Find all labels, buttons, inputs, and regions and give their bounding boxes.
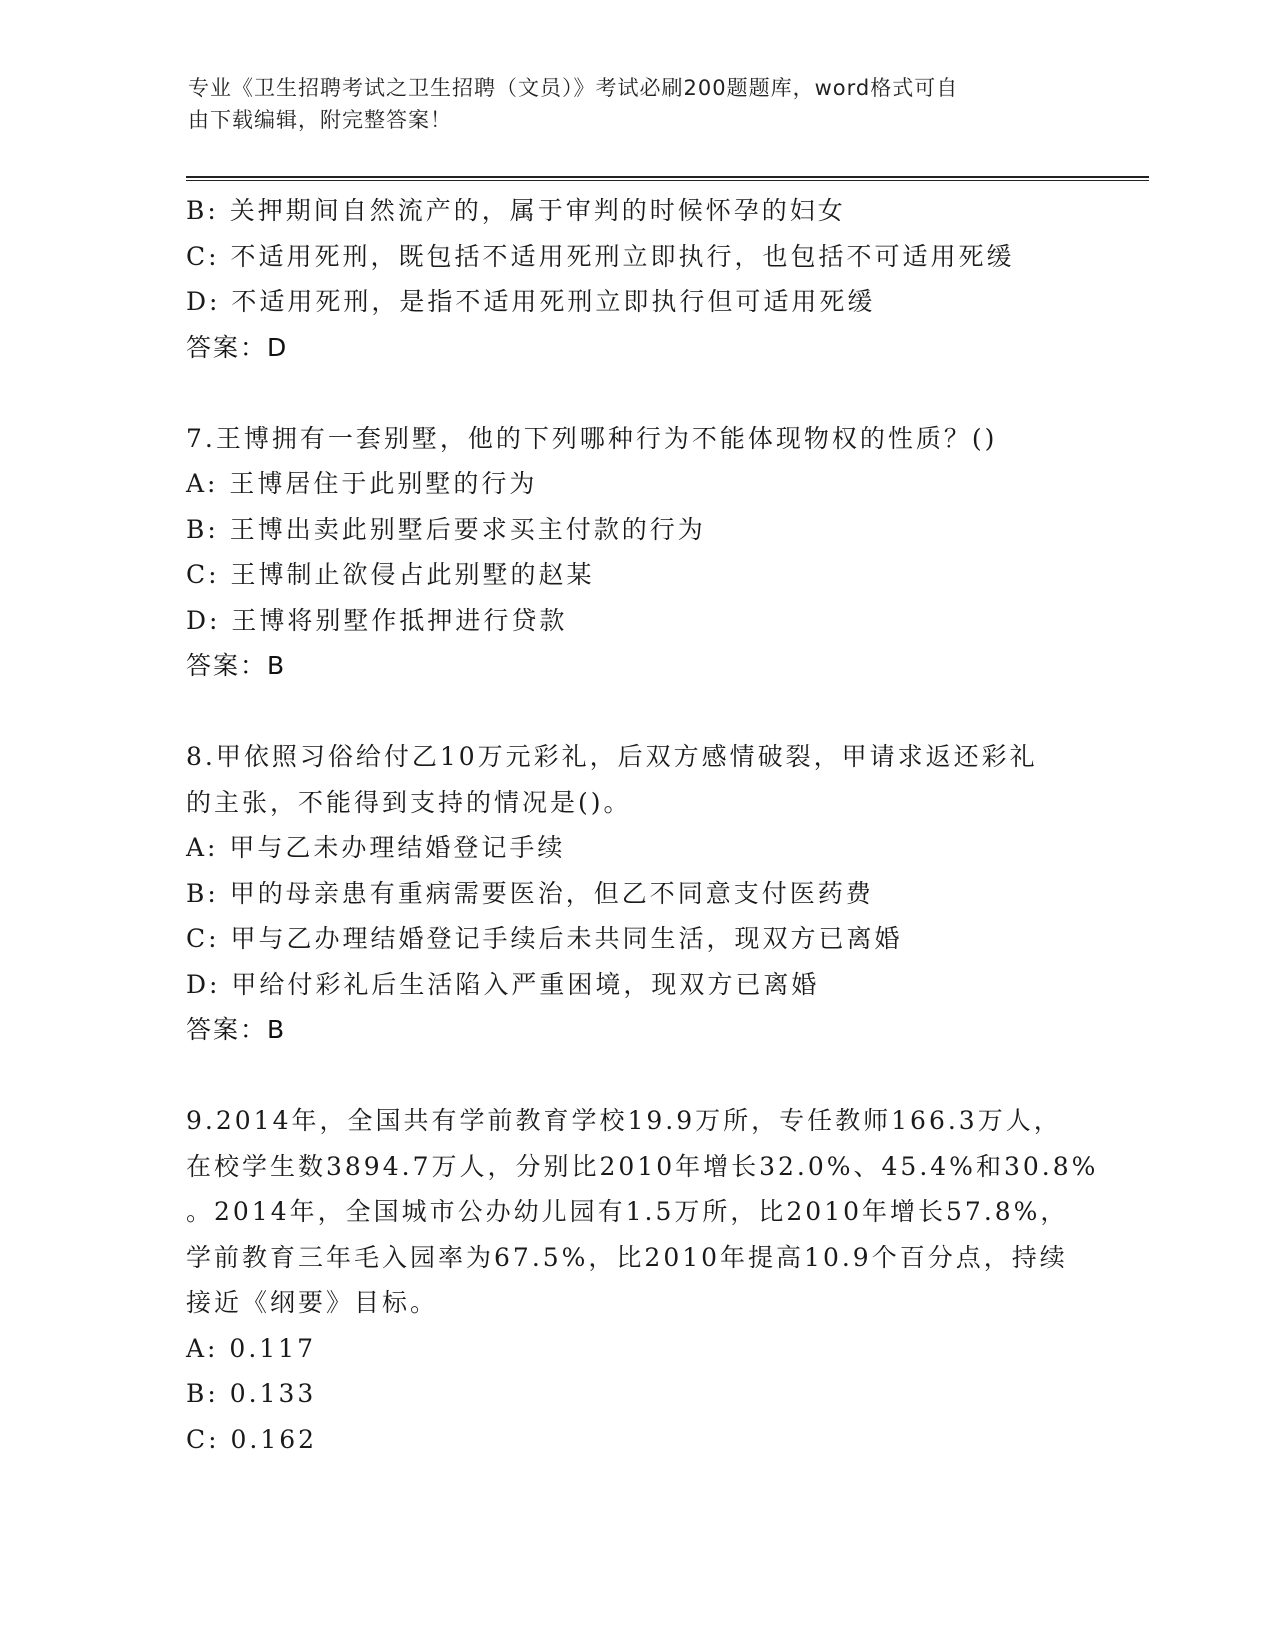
q9-option-a: A: 0.117 xyxy=(186,1333,316,1363)
q6-answer: 答案：D xyxy=(186,332,289,362)
q8-option-b: B: 甲的母亲患有重病需要医治，但乙不同意支付医药费 xyxy=(186,878,874,908)
q9-stem-line-3: 。2014年，全国城市公办幼儿园有1.5万所，比2010年增长57.8%， xyxy=(186,1197,1069,1226)
header-line-1: 专业《卫生招聘考试之卫生招聘（文员）》考试必刷200题题库，word格式可自 xyxy=(188,76,959,100)
spacer xyxy=(186,370,1086,416)
q7-option-d: D: 王博将别墅作抵押进行贷款 xyxy=(186,605,568,635)
q9-option-c: C: 0.162 xyxy=(186,1424,318,1454)
header-divider xyxy=(186,176,1149,181)
spacer xyxy=(186,1053,1086,1099)
q8-option-a: A: 甲与乙未办理结婚登记手续 xyxy=(186,833,566,862)
q9-stem-line-4: 学前教育三年毛入园率为67.5%，比2010年提高10.9个百分点，持续 xyxy=(186,1242,1068,1272)
question-list xyxy=(186,188,1099,1462)
question-7 xyxy=(186,416,1086,689)
q8-option-d: D: 甲给付彩礼后生活陷入严重困境，现双方已离婚 xyxy=(186,969,820,999)
q6-option-d: D: 不适用死刑，是指不适用死刑立即执行但可适用死缓 xyxy=(186,287,876,316)
q7-option-b: B: 王博出卖此别墅后要求买主付款的行为 xyxy=(186,514,706,544)
q8-answer: 答案：B xyxy=(186,1015,287,1044)
q6-option-c: C: 不适用死刑，既包括不适用死刑立即执行，也包括不可适用死缓 xyxy=(186,241,1015,271)
q9-stem-line-5: 接近《纲要》目标。 xyxy=(186,1288,439,1317)
document-header xyxy=(188,72,1068,136)
q8-stem-line-1: 8.甲依照习俗给付乙10万元彩礼，后双方感情破裂，甲请求返还彩礼 xyxy=(186,742,1038,771)
q7-option-a: A: 王博居住于此别墅的行为 xyxy=(186,469,538,498)
header-line-2: 由下载编辑，附完整答案！ xyxy=(188,108,452,132)
q6-option-b: B: 关押期间自然流产的，属于审判的时候怀孕的妇女 xyxy=(186,196,846,225)
q9-option-b: B: 0.133 xyxy=(186,1379,317,1408)
spacer xyxy=(186,689,1086,735)
q9-stem-line-2: 在校学生数3894.7万人，分别比2010年增长32.0%、45.4%和30.8% xyxy=(186,1151,1099,1181)
question-8 xyxy=(186,734,1086,1053)
q9-stem-line-1: 9.2014年，全国共有学前教育学校19.9万所，专任教师166.3万人， xyxy=(186,1106,1062,1135)
q7-option-c: C: 王博制止欲侵占此别墅的赵某 xyxy=(186,560,595,589)
q7-answer: 答案：B xyxy=(186,651,287,680)
question-6-tail xyxy=(186,188,1086,370)
q8-stem-line-2: 的主张，不能得到支持的情况是()。 xyxy=(186,787,632,817)
q7-stem: 7.王博拥有一套别墅，他的下列哪种行为不能体现物权的性质？() xyxy=(186,423,998,453)
q8-option-c: C: 甲与乙办理结婚登记手续后未共同生活，现双方已离婚 xyxy=(186,924,903,953)
question-9 xyxy=(186,1098,1099,1462)
